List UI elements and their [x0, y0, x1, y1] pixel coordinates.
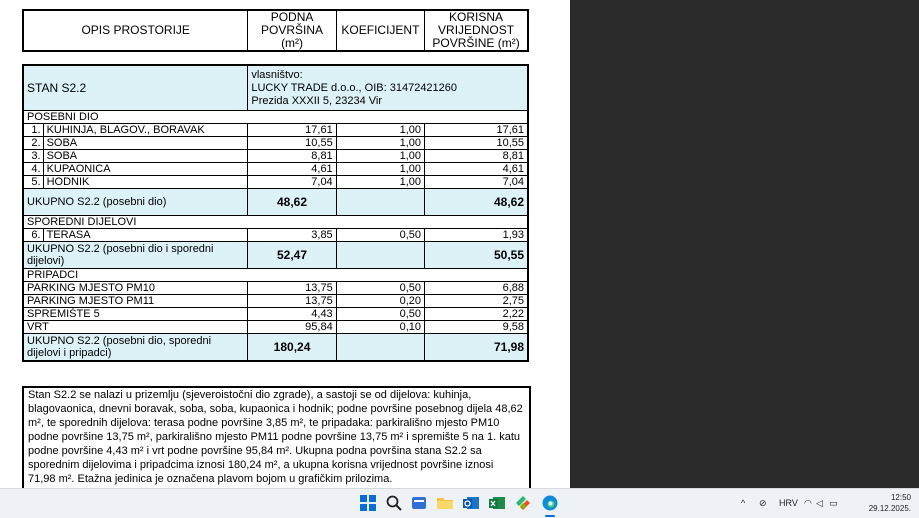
table-row: [23, 150, 528, 163]
row-coef: 1,00: [336, 137, 424, 150]
sum-area-pripadci: 180,24: [248, 334, 336, 362]
row-name: VRT: [23, 321, 248, 334]
row-name: PARKING MJESTO PM11: [23, 295, 248, 308]
row-name: HODNIK: [43, 176, 248, 189]
table-row: [23, 137, 528, 150]
stan-header-row: [23, 65, 528, 111]
sum-useful-pripadci: 71,98: [425, 334, 528, 362]
row-name: TERASA: [43, 229, 248, 242]
row-area: 10,55: [248, 137, 336, 150]
row-coef: 1,00: [336, 176, 424, 189]
row-index: 2.: [23, 137, 43, 150]
row-index: 1.: [23, 124, 43, 137]
edge-icon[interactable]: [541, 494, 559, 512]
file-explorer-icon[interactable]: [410, 494, 428, 512]
table-row: [23, 124, 528, 137]
folder-icon[interactable]: [436, 494, 454, 512]
header-table: [22, 9, 529, 52]
row-coef: 0,50: [336, 282, 424, 295]
row-useful: 4,61: [425, 163, 528, 176]
row-useful: 2,75: [425, 295, 528, 308]
row-name: SOBA: [43, 150, 248, 163]
sum-row-posebni: [23, 189, 528, 216]
header-koef: KOEFICIJENT: [336, 10, 424, 51]
row-area: 4,61: [248, 163, 336, 176]
row-useful: 7,04: [425, 176, 528, 189]
row-area: 17,61: [248, 124, 336, 137]
row-name: SPREMIŠTE 5: [23, 308, 248, 321]
description-paragraph: Stan S2.2 se nalazi u prizemlju (sjeveroistočni dio zgrade), a sastoji se od dijelova: kuhinja, blagovaonica, dnevni boravak, soba, soba, kupaonica i hodnik; podne površine posebnog dijela 48,62 m², te sporednih dijelova: terasa podne površine 3,85 m², te pripadaka: parkirališno mjesto PM10 podne površine 13,75 m², parkirališno mjesto PM11 podne površine 13,75 m² i spremište 5 na 1. katu podne površine 4,43 m² i vrt podne površine 95,84 m². Ukupna podna površina stana S2.2 sa sporednim dijelovima i pripadcima iznosi 180,24 m², a ukupna korisna vrijednost površine iznosi 71,98 m². Etažna jedinica je označena plavom bojom u grafičkim prilozima.: [22, 386, 531, 488]
row-coef: 0,50: [336, 229, 424, 242]
apps-icon[interactable]: [514, 494, 532, 512]
owner-line-2: LUCKY TRADE d.o.o., OIB: 31472421260: [251, 81, 458, 94]
sum-label-posebni: [23, 189, 248, 216]
row-area: 13,75: [248, 282, 336, 295]
clock-date: 29.12.2025.: [868, 504, 911, 513]
system-tray: [741, 489, 911, 518]
outlook-icon[interactable]: [462, 494, 480, 512]
row-coef: 0,20: [336, 295, 424, 308]
sum-label-pripadci: [23, 334, 248, 362]
section-title-sporedni: SPOREDNI DIJELOVI: [23, 216, 528, 229]
sum-coef-empty: [336, 189, 424, 216]
row-useful: 10,55: [425, 137, 528, 150]
sporedni-rows: [23, 229, 528, 242]
header-opis: OPIS PROSTORIJE: [23, 10, 248, 51]
stan-owner: [248, 65, 528, 111]
sum-coef-empty: [336, 242, 424, 269]
sum-useful-posebni: 48,62: [425, 189, 528, 216]
row-area: 3,85: [248, 229, 336, 242]
clock[interactable]: [861, 492, 911, 514]
row-name: PARKING MJESTO PM10: [23, 282, 248, 295]
table-row: [23, 282, 528, 295]
sum-label-bold: UKUPNO S2.2: [27, 243, 100, 255]
sum-label-rest: (posebni dio i sporedni dijelovi): [27, 243, 214, 267]
network-off-icon[interactable]: ⊘: [759, 498, 767, 508]
row-useful: 17,61: [425, 124, 528, 137]
owner-line-3: Prezida XXXII 5, 23234 Vir: [251, 94, 383, 107]
row-coef: 1,00: [336, 124, 424, 137]
row-index: 4.: [23, 163, 43, 176]
sum-useful-sporedni: 50,55: [425, 242, 528, 269]
sum-label-bold: UKUPNO S2.2: [27, 335, 100, 347]
row-useful: 6,88: [425, 282, 528, 295]
row-coef: 1,00: [336, 163, 424, 176]
row-area: 8,81: [248, 150, 336, 163]
row-useful: 2,22: [425, 308, 528, 321]
volume-icon[interactable]: ◁: [816, 498, 823, 508]
sum-label-bold: UKUPNO S2.2: [27, 196, 100, 208]
sum-label-sporedni: [23, 242, 248, 269]
language-indicator[interactable]: HRV: [779, 498, 798, 508]
battery-icon[interactable]: ▭: [829, 498, 838, 508]
row-useful: 8,81: [425, 150, 528, 163]
taskbar: [0, 488, 919, 518]
table-row: [23, 295, 528, 308]
sum-area-posebni: 48,62: [248, 189, 336, 216]
search-icon[interactable]: [385, 494, 403, 512]
table-row: [23, 308, 528, 321]
excel-icon[interactable]: [488, 494, 506, 512]
row-area: 7,04: [248, 176, 336, 189]
chevron-up-icon[interactable]: ^: [741, 498, 746, 508]
row-area: 13,75: [248, 295, 336, 308]
row-area: 4,43: [248, 308, 336, 321]
table-row: [23, 321, 528, 334]
sum-label-rest: (posebni dio, sporedni dijelovi i pripadci): [27, 335, 212, 359]
pripadci-rows: [23, 282, 528, 334]
stan-name: STAN S2.2: [23, 65, 248, 111]
row-name: KUPAONICA: [43, 163, 248, 176]
sum-label-rest: (posebni dio): [99, 196, 167, 208]
sum-row-sporedni: [23, 242, 528, 269]
sum-coef-empty: [336, 334, 424, 362]
sum-area-sporedni: 52,47: [248, 242, 336, 269]
stan-table: [22, 64, 529, 362]
row-index: 5.: [23, 176, 43, 189]
header-podna: PODNA POVRŠINA (m²): [248, 10, 336, 51]
row-coef: 1,00: [336, 150, 424, 163]
owner-line-1: vlasništvo:: [251, 68, 303, 81]
row-useful: 9,58: [425, 321, 528, 334]
row-coef: 0,10: [336, 321, 424, 334]
table-row: [23, 176, 528, 189]
row-index: 3.: [23, 150, 43, 163]
windows-start-icon[interactable]: [359, 494, 377, 512]
clock-time: 12:50: [890, 493, 911, 502]
header-korisna: KORISNA VRIJEDNOST POVRŠINE (m²): [425, 10, 528, 51]
section-title-posebni: POSEBNI DIO: [23, 111, 528, 124]
table-row: [23, 163, 528, 176]
posebni-rows: [23, 124, 528, 189]
sum-row-pripadci: [23, 334, 528, 362]
section-title-pripadci: PRIPADCI: [23, 269, 528, 282]
row-coef: 0,50: [336, 308, 424, 321]
wifi-icon[interactable]: ◠: [804, 498, 812, 508]
row-name: SOBA: [43, 137, 248, 150]
table-row: [23, 229, 528, 242]
row-name: KUHINJA, BLAGOV., BORAVAK: [43, 124, 248, 137]
row-index: 6.: [23, 229, 43, 242]
row-area: 95,84: [248, 321, 336, 334]
row-useful: 1,93: [425, 229, 528, 242]
